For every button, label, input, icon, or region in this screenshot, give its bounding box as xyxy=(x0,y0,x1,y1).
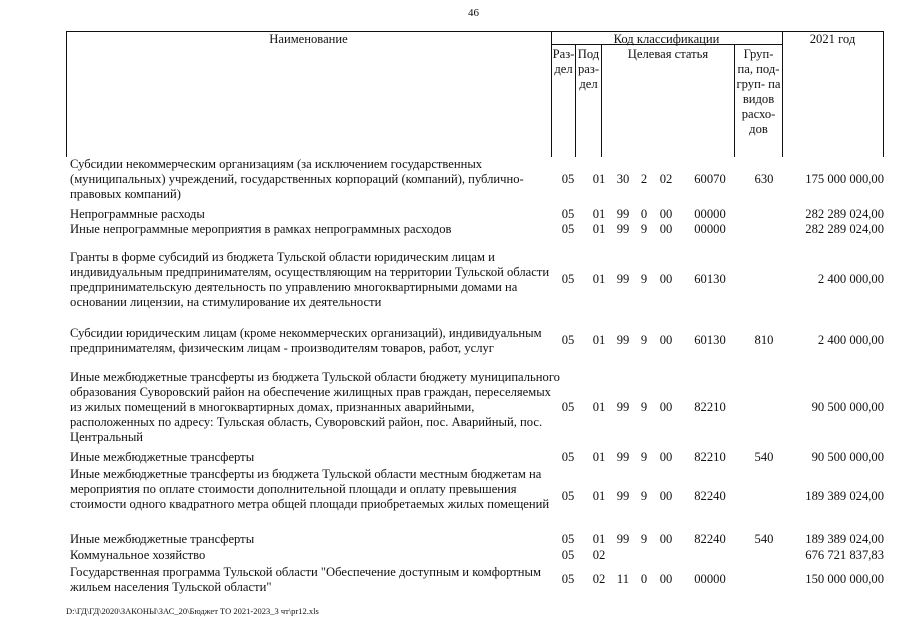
row-code-c2: 0 xyxy=(640,572,648,586)
row-code-c1: 99 xyxy=(616,400,630,414)
row-code-rz: 05 xyxy=(561,207,575,221)
row-amount: 2 400 000,00 xyxy=(817,333,884,347)
row-code-rz: 05 xyxy=(561,548,575,562)
row-code-c4: 00000 xyxy=(694,222,726,236)
row-code-c1: 99 xyxy=(616,333,630,347)
row-code-c1: 99 xyxy=(616,450,630,464)
row-code-c2: 9 xyxy=(640,272,648,286)
table-row xyxy=(66,450,884,465)
row-code-c3: 00 xyxy=(659,489,673,503)
row-code-c1: 99 xyxy=(616,272,630,286)
row-code-rz: 05 xyxy=(561,450,575,464)
row-code-vr: 810 xyxy=(754,333,774,347)
row-code-c3: 00 xyxy=(659,400,673,414)
table-row xyxy=(66,222,884,237)
row-code-vr: 540 xyxy=(754,450,774,464)
row-code-rz: 05 xyxy=(561,333,575,347)
row-code-c2: 0 xyxy=(640,207,648,221)
row-code-pr: 01 xyxy=(592,172,606,186)
row-code-c1: 99 xyxy=(616,532,630,546)
row-code-vr: 540 xyxy=(754,532,774,546)
row-code-c3: 00 xyxy=(659,207,673,221)
row-code-c3: 00 xyxy=(659,272,673,286)
table-row xyxy=(66,207,884,222)
row-code-c2: 9 xyxy=(640,222,648,236)
row-code-pr: 02 xyxy=(592,548,606,562)
row-name: Коммунальное хозяйство xyxy=(70,548,206,562)
row-code-pr: 01 xyxy=(592,450,606,464)
row-code-pr: 01 xyxy=(592,532,606,546)
row-code-c2: 9 xyxy=(640,450,648,464)
row-code-rz: 05 xyxy=(561,172,575,186)
row-amount: 189 389 024,00 xyxy=(805,532,884,546)
row-code-pr: 01 xyxy=(592,333,606,347)
row-code-pr: 01 xyxy=(592,222,606,236)
table-row xyxy=(66,250,884,310)
row-amount: 90 500 000,00 xyxy=(811,450,884,464)
table-row xyxy=(66,326,884,356)
row-code-c4: 60130 xyxy=(694,272,726,286)
row-code-c1: 99 xyxy=(616,222,630,236)
row-name: Субсидии некоммерческим организациям (за исключением государственных (муниципальных) учреждений, государственных корпораций (компаний), публично-правовых компаний) xyxy=(70,157,524,201)
row-code-c3: 00 xyxy=(659,532,673,546)
row-code-c4: 00000 xyxy=(694,572,726,586)
row-code-pr: 01 xyxy=(592,272,606,286)
row-name: Иные межбюджетные трансферты из бюджета Тульской области бюджету муниципального образования Суворовский район на обеспечение жилищных прав граждан, переселяемых из жилых помещений в многоквартирных домах, признанных аварийными, расположенных по адресу: Тульская область, Суворовский район, пос. Аварийный, пос. Центральный xyxy=(70,370,560,444)
row-name: Непрограммные расходы xyxy=(70,207,205,221)
row-code-c2: 9 xyxy=(640,333,648,347)
row-name: Иные межбюджетные трансферты xyxy=(70,532,255,546)
row-code-c1: 11 xyxy=(616,572,630,586)
file-path-footer: D:\ГД\ГД\2020\ЗАКОНЫ\ЗАС_20\Бюджет ТО 2021-2023_3 чт\pr12.xls xyxy=(66,606,319,616)
row-code-rz: 05 xyxy=(561,222,575,236)
row-code-rz: 05 xyxy=(561,572,575,586)
row-code-rz: 05 xyxy=(561,489,575,503)
row-code-c3: 02 xyxy=(659,172,673,186)
classification-column-header: Код классификации xyxy=(613,32,720,46)
row-code-c1: 30 xyxy=(616,172,630,186)
row-code-pr: 01 xyxy=(592,489,606,503)
row-code-c1: 99 xyxy=(616,207,630,221)
row-code-pr: 01 xyxy=(592,207,606,221)
row-name: Иные межбюджетные трансферты из бюджета Тульской области местным бюджетам на мероприятия по оплате стоимости дополнительной площади и оплату превышения стоимости одного квадратного метра общей площади приобретаемых жилых помещений xyxy=(70,467,550,511)
year-column-header: 2021 год xyxy=(809,32,856,46)
row-code-c2: 9 xyxy=(640,532,648,546)
row-name: Государственная программа Тульской области "Обеспечение доступным и комфортным жильем населения Тульской области" xyxy=(70,565,541,594)
row-code-c3: 00 xyxy=(659,222,673,236)
row-amount: 282 289 024,00 xyxy=(805,207,884,221)
row-name: Иные межбюджетные трансферты xyxy=(70,450,255,464)
target-article-column-header: Целевая статья xyxy=(627,47,709,61)
section-column-header: Раз- дел xyxy=(552,47,575,76)
expense-group-column-header: Груп- па, под- груп- па видов расхо- дов xyxy=(736,47,781,136)
row-code-c3: 00 xyxy=(659,572,673,586)
row-code-c1: 99 xyxy=(616,489,630,503)
row-name: Гранты в форме субсидий из бюджета Тульской области юридическим лицам и индивидуальным предпринимателям, осуществляющим на территории Тульской области предпринимательскую деятельность по управлению многоквартирными домами на основании лицензии, на стимулирование их деятельности xyxy=(70,250,550,309)
row-code-pr: 02 xyxy=(592,572,606,586)
row-code-c3: 00 xyxy=(659,333,673,347)
row-code-c4: 00000 xyxy=(694,207,726,221)
row-name: Иные непрограммные мероприятия в рамках непрограммных расходов xyxy=(70,222,452,236)
row-code-c4: 82240 xyxy=(694,532,726,546)
row-amount: 189 389 024,00 xyxy=(805,489,884,503)
subsection-column-header: Под раз- дел xyxy=(577,47,600,91)
row-amount: 150 000 000,00 xyxy=(805,572,884,586)
row-code-pr: 01 xyxy=(592,400,606,414)
row-code-c4: 60070 xyxy=(694,172,726,186)
row-code-rz: 05 xyxy=(561,400,575,414)
row-code-rz: 05 xyxy=(561,532,575,546)
name-column-header: Наименование xyxy=(269,32,348,46)
page-number: 46 xyxy=(468,7,479,19)
row-code-c4: 60130 xyxy=(694,333,726,347)
table-row xyxy=(66,548,884,563)
row-code-c4: 82210 xyxy=(694,400,726,414)
row-code-c3: 00 xyxy=(659,450,673,464)
row-amount: 90 500 000,00 xyxy=(811,400,884,414)
row-amount: 282 289 024,00 xyxy=(805,222,884,236)
row-amount: 2 400 000,00 xyxy=(817,272,884,286)
table-row xyxy=(66,565,884,595)
row-code-c2: 2 xyxy=(640,172,648,186)
row-code-c2: 9 xyxy=(640,489,648,503)
row-code-rz: 05 xyxy=(561,272,575,286)
table-row xyxy=(66,532,884,547)
row-code-c4: 82240 xyxy=(694,489,726,503)
row-code-c2: 9 xyxy=(640,400,648,414)
row-amount: 676 721 837,83 xyxy=(805,548,884,562)
row-name: Субсидии юридическим лицам (кроме некоммерческих организаций), индивидуальным предпринимателям, физическим лицам - производителям товаров, работ, услуг xyxy=(70,326,542,355)
row-amount: 175 000 000,00 xyxy=(805,172,884,186)
table-row xyxy=(66,467,884,527)
table-row xyxy=(66,370,884,445)
table-header xyxy=(66,31,884,157)
table-row xyxy=(66,157,884,202)
row-code-c4: 82210 xyxy=(694,450,726,464)
row-code-vr: 630 xyxy=(754,172,774,186)
